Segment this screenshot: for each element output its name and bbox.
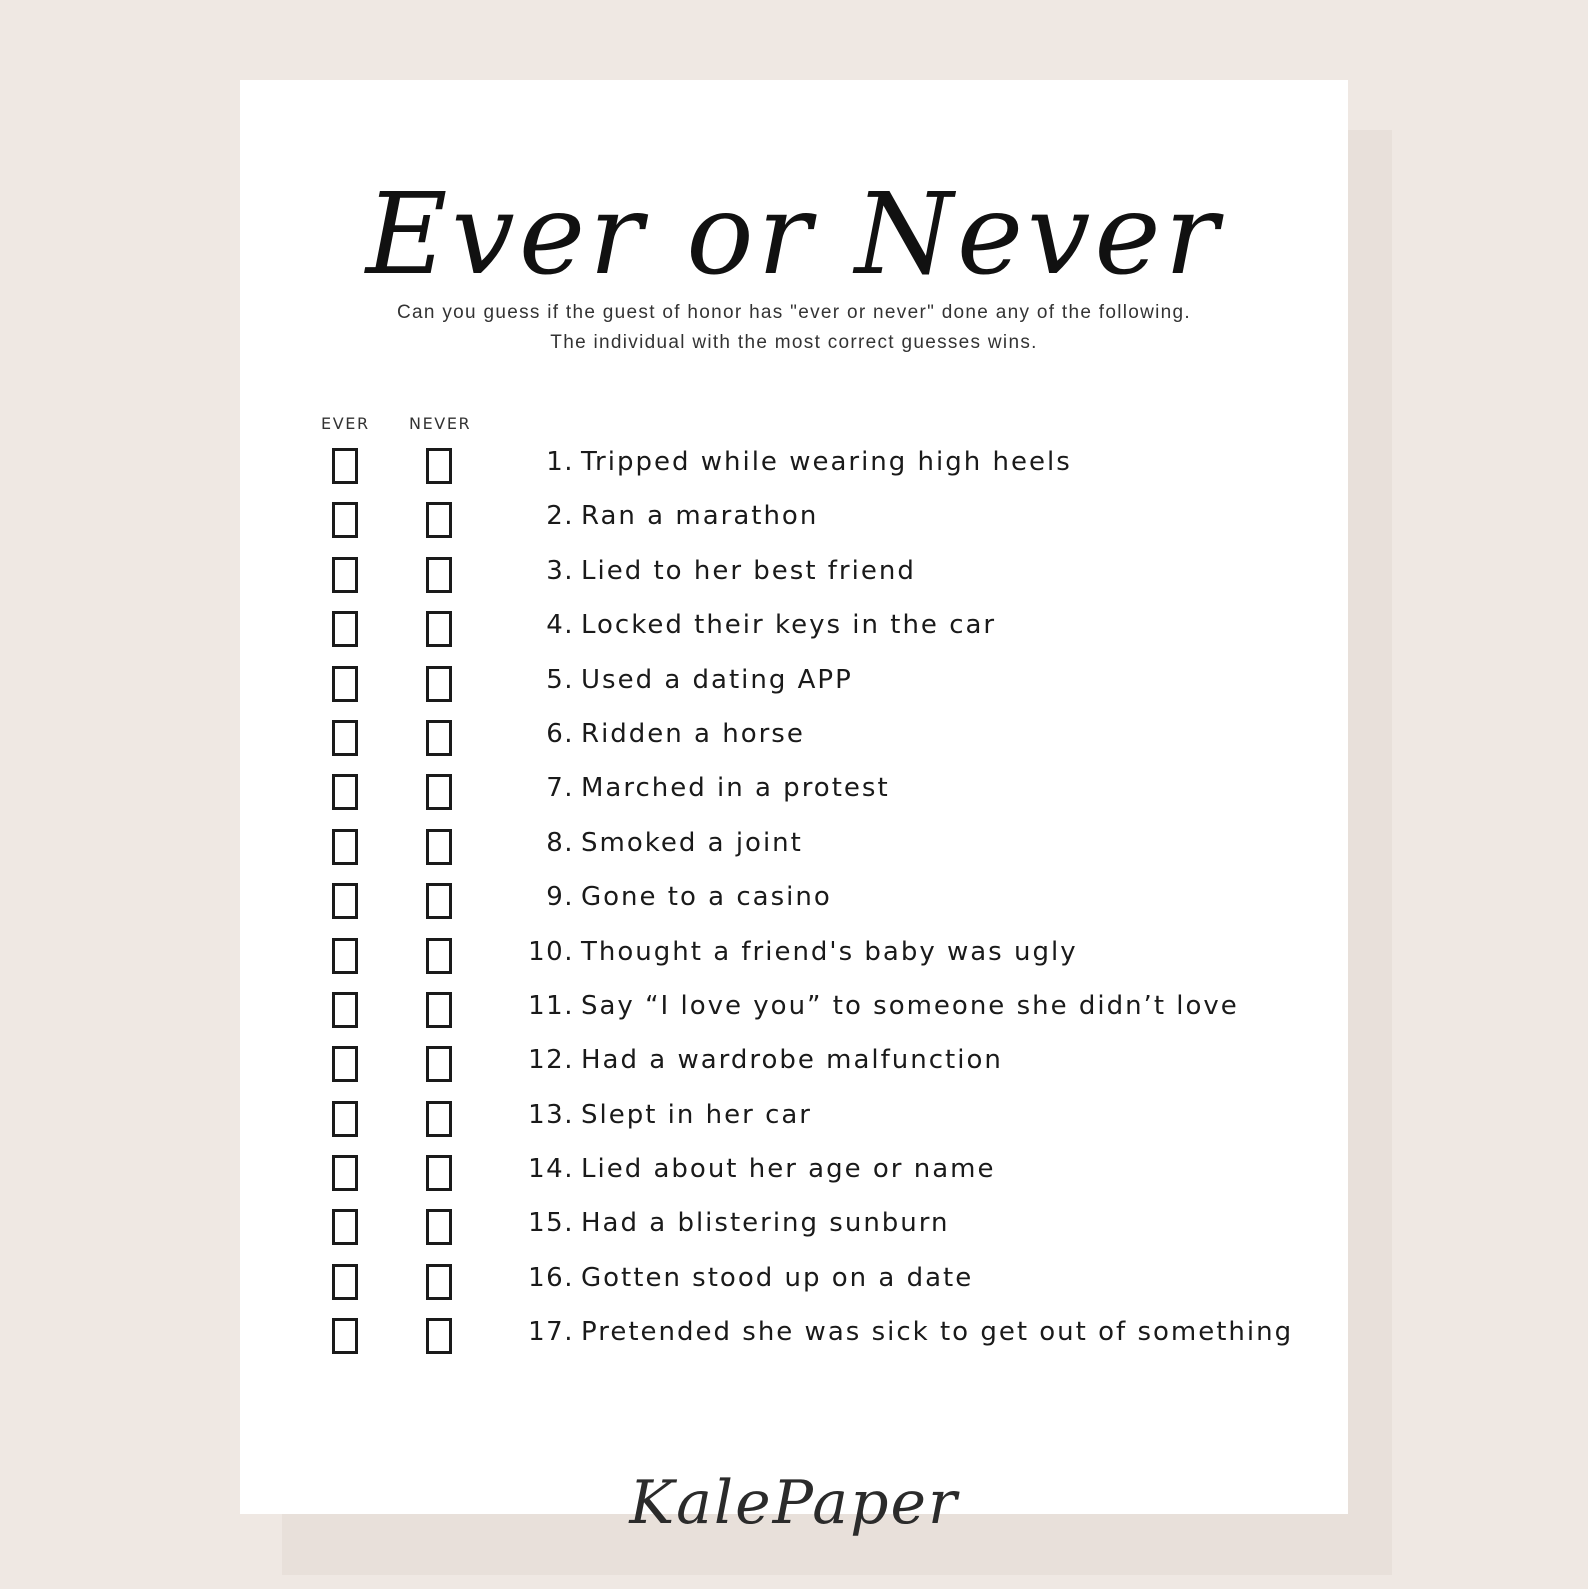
instructions [240,298,1348,358]
never-checkbox[interactable] [426,1155,452,1191]
list-item [240,823,1348,877]
list-item [240,1258,1348,1312]
ever-checkbox[interactable] [332,1046,358,1082]
never-checkbox[interactable] [426,829,452,865]
item-number: 4. [546,610,574,641]
never-checkbox[interactable] [426,883,452,919]
item-text: Tripped while wearing high heels [581,447,1072,477]
item-number: 13. [528,1099,574,1130]
ever-checkbox[interactable] [332,883,358,919]
item-number: 17. [528,1317,574,1348]
ever-checkbox[interactable] [332,938,358,974]
item-number: 15. [528,1208,574,1239]
never-checkbox[interactable] [426,1046,452,1082]
ever-checkbox[interactable] [332,1209,358,1245]
item-text: Gone to a casino [581,882,832,913]
item-text: Used a dating APP [581,664,853,695]
item-number: 11. [528,990,574,1021]
never-checkbox[interactable] [426,448,452,484]
item-number: 16. [528,1262,574,1293]
item-text: Pretended she was sick to get out of something [581,1317,1294,1348]
item-number: 5. [546,664,574,695]
list-item [240,442,1348,496]
ever-checkbox[interactable] [332,720,358,756]
item-text: Ran a marathon [581,501,819,532]
game-sheet [240,80,1348,1514]
never-checkbox[interactable] [426,1209,452,1245]
never-checkbox[interactable] [426,774,452,810]
column-header-ever: EVER [321,414,370,433]
list-item [240,932,1348,986]
never-checkbox[interactable] [426,992,452,1028]
list-item [240,660,1348,714]
never-checkbox[interactable] [426,1101,452,1137]
ever-checkbox[interactable] [332,502,358,538]
item-text: Gotten stood up on a date [581,1262,974,1293]
item-number: 9. [546,882,574,913]
list-item [240,714,1348,768]
item-number: 14. [528,1154,574,1185]
never-checkbox[interactable] [426,938,452,974]
item-text: Locked their keys in the car [581,610,997,641]
never-checkbox[interactable] [426,611,452,647]
instructions-line-1: Can you guess if the guest of honor has "ever or never" done any of the following. [397,302,1191,323]
item-text: Smoked a joint [581,827,803,858]
item-number: 8. [546,827,574,858]
list-item [240,1149,1348,1203]
ever-checkbox[interactable] [332,611,358,647]
column-header-never: NEVER [409,414,472,433]
never-checkbox[interactable] [426,502,452,538]
item-number: 7. [546,773,574,804]
item-text: Slept in her car [581,1099,812,1130]
item-text: Had a blistering sunburn [581,1208,950,1239]
item-number: 6. [546,718,574,749]
item-text: Ridden a horse [581,718,805,749]
list-item [240,551,1348,605]
item-text: Had a wardrobe malfunction [581,1045,1003,1076]
item-text: Lied to her best friend [581,555,916,586]
item-number: 2. [546,501,574,532]
page-title: Ever or Never [365,170,1223,300]
never-checkbox[interactable] [426,666,452,702]
item-number: 10. [528,936,574,967]
list-item [240,1040,1348,1094]
item-number: 1. [546,447,574,477]
item-number: 12. [528,1045,574,1076]
list-item [240,605,1348,659]
ever-checkbox[interactable] [332,1101,358,1137]
list-item [240,768,1348,822]
ever-checkbox[interactable] [332,1264,358,1300]
ever-checkbox[interactable] [332,448,358,484]
list-item [240,877,1348,931]
list-item [240,1203,1348,1257]
item-text: Marched in a protest [581,773,890,804]
item-text: Thought a friend's baby was ugly [581,936,1078,967]
instructions-line-2: The individual with the most correct guesses wins. [550,332,1038,353]
ever-checkbox[interactable] [332,992,358,1028]
item-number: 3. [546,555,574,586]
list-item [240,1095,1348,1149]
item-text: Say “I love you” to someone she didn’t love [581,990,1239,1021]
item-text: Lied about her age or name [581,1154,996,1185]
list-item [240,986,1348,1040]
list-item [240,1312,1348,1422]
never-checkbox[interactable] [426,1318,452,1354]
never-checkbox[interactable] [426,720,452,756]
ever-checkbox[interactable] [332,1318,358,1354]
list-item [240,496,1348,550]
never-checkbox[interactable] [426,1264,452,1300]
ever-checkbox[interactable] [332,829,358,865]
ever-checkbox[interactable] [332,557,358,593]
brand-logo: KalePaper [629,1468,959,1538]
ever-checkbox[interactable] [332,1155,358,1191]
never-checkbox[interactable] [426,557,452,593]
ever-checkbox[interactable] [332,774,358,810]
ever-checkbox[interactable] [332,666,358,702]
question-list [240,442,1348,1422]
